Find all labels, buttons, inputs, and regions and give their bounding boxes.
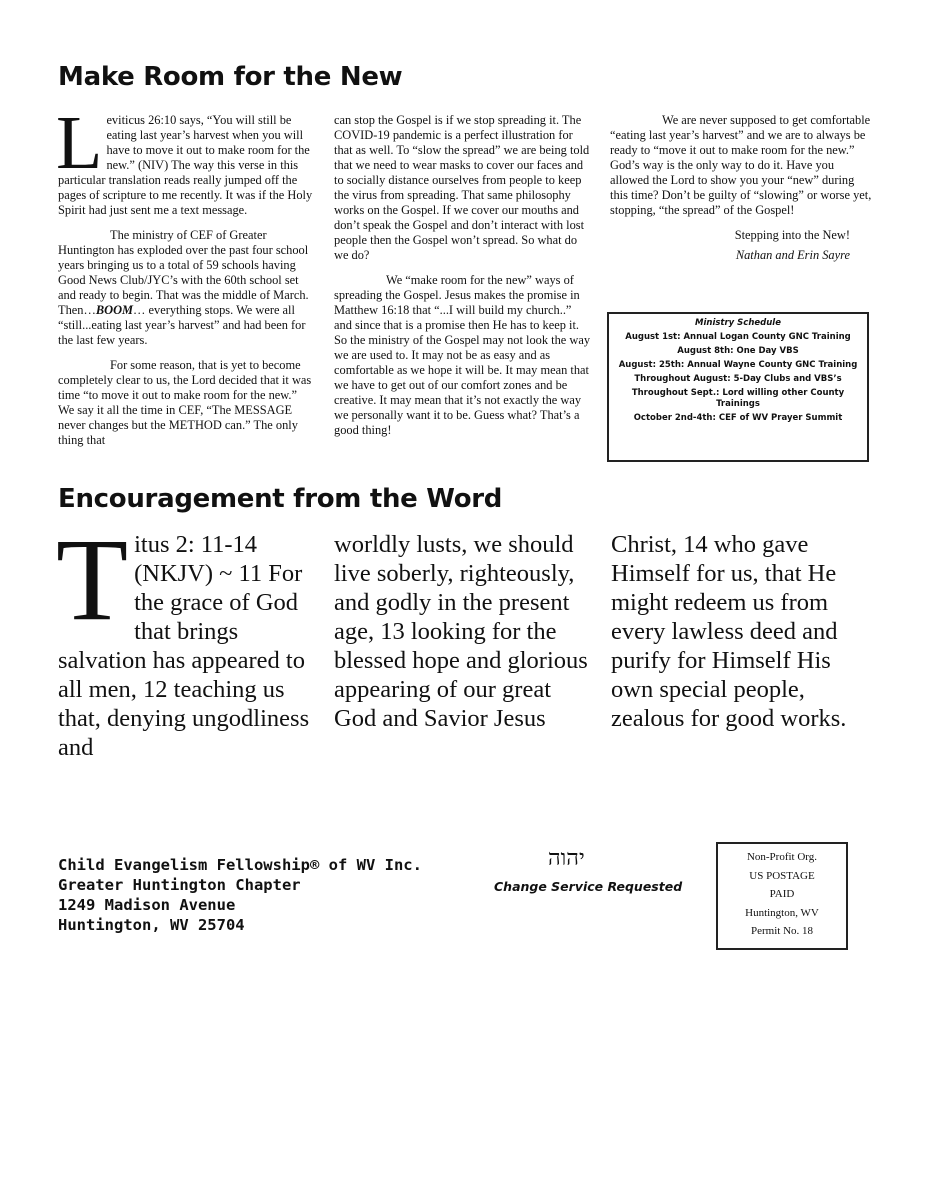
- postage-line: Huntington, WV: [745, 906, 819, 919]
- article-paragraph: can stop the Gospel is if we stop spreading it. The COVID-19 pandemic is a perfect illustration for that as well. To “slow the spread” we are being told that we need to wear masks to cover our faces and to socially distance ourselves from people to keep the virus from spreading. That same philosophy works on the Gospel. If we cover our mouths and don’t speak the Gospel and don’t interact with lost people then the Gospel won’t spread. So what do we do?: [334, 113, 590, 262]
- article-column-2: [334, 113, 592, 438]
- schedule-item: October 2nd-4th: CEF of WV Prayer Summit: [633, 413, 843, 423]
- schedule-item: August: 25th: Annual Wayne County GNC Training: [618, 360, 858, 370]
- org-name: Child Evangelism Fellowship® of WV Inc.: [58, 856, 422, 874]
- encouragement-heading: Encouragement from the Word: [58, 484, 503, 514]
- verse-text: worldly lusts, we should live soberly, righteously, and godly in the present age, 13 looking for the blessed hope and glorious appearing of our great God and Savior Jesus: [334, 531, 588, 732]
- ministry-schedule-box: [607, 312, 869, 462]
- article-paragraph: [58, 228, 316, 348]
- street-address: 1249 Madison Avenue: [58, 896, 236, 914]
- drop-cap: T: [56, 514, 129, 645]
- signature: Nathan and Erin Sayre: [735, 248, 850, 262]
- schedule-title: Ministry Schedule: [695, 318, 781, 328]
- verse-column-2: [334, 530, 592, 733]
- emphasis-text: BOOM: [95, 303, 134, 317]
- schedule-item: August 8th: One Day VBS: [677, 346, 799, 356]
- article-paragraph: [56, 101, 316, 218]
- mailing-address: [58, 855, 422, 935]
- postage-indicia: [716, 842, 848, 950]
- change-service-notice: Change Service Requested: [494, 879, 683, 894]
- article-paragraph: We are never supposed to get comfortable “eating last year’s harvest” and we are to always be ready to “move it out to make room for the new.” God’s way is the only way to do it. Have you allowed the Lord to show you your “new” during this time? Don’t be guilty of “slowing” or worse yet, stopping, “the spread” of the Gospel!: [610, 113, 872, 217]
- article-column-1: [56, 101, 316, 448]
- article-paragraph: For some reason, that is yet to become completely clear to us, the Lord decided that it was time “to move it out to make room for the new.” We say it all the time in CEF, “The MESSAGE never changes but the METHOD can.” The only thing that: [58, 358, 312, 447]
- postage-line: PAID: [769, 888, 795, 900]
- postage-line: Permit No. 18: [750, 925, 814, 937]
- article-paragraph: We “make room for the new” ways of spreading the Gospel. Jesus makes the promise in Matthew 16:18 that “...I will build my church..” and since that is a promise then He has to keep it. So the ministry of the Gospel may not look the way we are used to. It may not be as easy and as comfortable as we hope it will be. It may mean that we have to get out of our comfort zones and be creative. It may mean that it’s not exactly the way we personally want it to be. Guess what? That’s a good thing!: [334, 273, 591, 437]
- schedule-item: Throughout Sept.: Lord willing other County Trainings: [631, 388, 845, 409]
- paragraph-text: … everything stops. We were all “still...eating last year’s harvest” and had been for the last few years.: [58, 303, 306, 347]
- schedule-item: Throughout August: 5-Day Clubs and VBS’s: [634, 374, 842, 384]
- drop-cap: L: [56, 101, 103, 185]
- postage-line: Non-Profit Org.: [746, 851, 818, 863]
- verse-column-3: [611, 530, 873, 733]
- schedule-item: August 1st: Annual Logan County GNC Training: [625, 332, 851, 342]
- hebrew-name: יהוה: [548, 846, 585, 871]
- chapter-name: Greater Huntington Chapter: [58, 876, 301, 894]
- paragraph-text: eviticus 26:10 says, “You will still be eating last year’s harvest when you will have to move it out to make room for the new.” (NIV) The way this verse in this particular translation reads really jumped off the pages of scripture to me recently. It was if the Holy Spirit had just sent me a text message.: [58, 113, 313, 217]
- closing-line: Stepping into the New!: [734, 228, 850, 242]
- verse-text: [56, 514, 316, 762]
- article-column-3: [610, 113, 872, 263]
- paragraph-text: The ministry of CEF of Greater Huntington has exploded over the past four school years bringing us to a total of 59 schools having Good News Club/JYC’s with the 60th school set and ready to begin. That was the middle of March. Then…: [58, 228, 309, 317]
- article-heading: Make Room for the New: [58, 62, 403, 92]
- city-state-zip: Huntington, WV 25704: [58, 916, 245, 934]
- postage-line: US POSTAGE: [749, 869, 815, 882]
- verse-column-1: [56, 514, 316, 762]
- verse-text: Christ, 14 who gave Himself for us, that He might redeem us from every lawless deed and purify for Himself His own special people, zealous for good works.: [611, 531, 847, 732]
- verse-text-span: itus 2: 11-14 (NKJV) ~ 11 For the grace of God that brings salvation has appeared to all men, 12 teaching us that, denying ungodliness and: [58, 531, 310, 761]
